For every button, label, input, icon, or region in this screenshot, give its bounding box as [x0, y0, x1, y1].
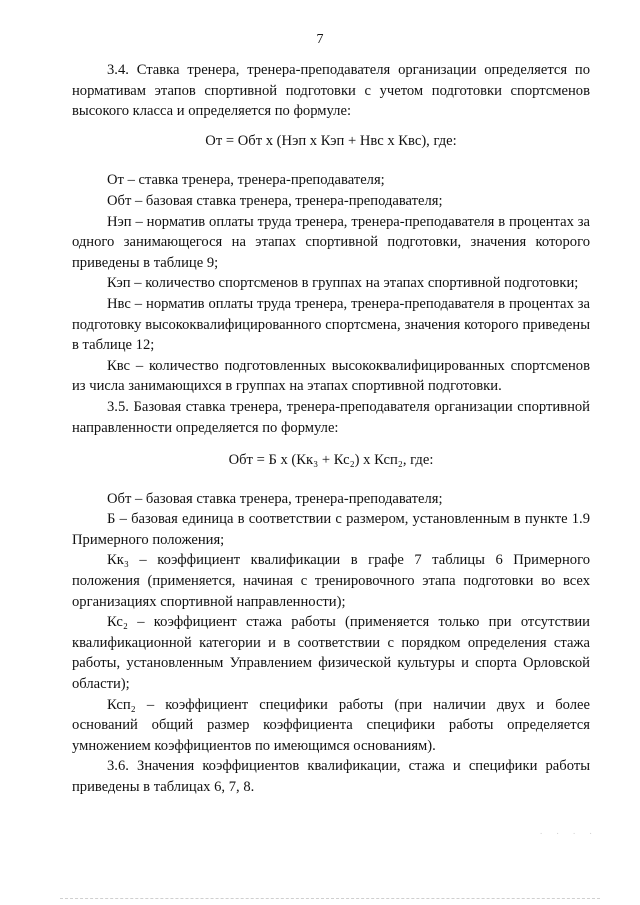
definition-ks2: Кс₂ – коэффициент стажа работы (применяется только при отсутствии квалификационной категории и в соответствии с порядком определения стажа работы, установленным Управлением физической культуры и спорта Орловской области); — [72, 614, 590, 693]
definition-nep: Нэп – норматив оплаты труда тренера, тренера-преподавателя в процентах за одного занимающегося на этапах спортивной подготовки, значения которого приведены в таблице 9; — [72, 213, 590, 271]
definition-nvs: Нвс – норматив оплаты труда тренера, тренера-преподавателя в процентах за подготовку высококвалифицированного спортсмена, значения которого приведены в таблице 12; — [72, 295, 590, 354]
definition-ksp2: Ксп₂ – коэффициент специфики работы (при наличии двух и более оснований общий размер коэффициента специфики работы определяется умножением коэффициентов по имеющимся основаниям). — [72, 696, 590, 754]
definition-ot: От – ставка тренера, тренера-преподавателя; — [107, 172, 385, 189]
scan-edge-line — [60, 898, 600, 899]
formula-obt: Обт = Б х (Кк₃ + Кс₂) х Ксп₂, где: — [228, 452, 434, 469]
document-body — [72, 60, 590, 798]
definition-kk3: Кк₃ – коэффициент квалификации в графе 7 таблицы 6 Примерного положения (применяется, начиная с тренировочного этапа подготовки во всех организациях спортивной направленности); — [72, 552, 590, 610]
definition-kvs: Квс – количество подготовленных высококвалифицированных спортсменов из числа занимающихся в группах на этапах спортивной подготовки. — [72, 357, 590, 395]
paragraph-3-6: 3.6. Значения коэффициентов квалификации, стажа и специфики работы приведены в таблицах 6, 7, 8. — [72, 758, 590, 795]
formula-ot: От = Обт х (Нэп х Кэп + Нвс х Квс), где: — [205, 132, 457, 149]
definition-b: Б – базовая единица в соответствии с размером, установленным в пункте 1.9 Примерного положения; — [72, 511, 590, 548]
definition-obt-2: Обт – базовая ставка тренера, тренера-преподавателя; — [107, 490, 443, 507]
page-number: 7 — [316, 32, 324, 47]
definition-kep: Кэп – количество спортсменов в группах на этапах спортивной подготовки; — [107, 275, 579, 292]
paragraph-3-5: 3.5. Базовая ставка тренера, тренера-преподавателя организации спортивной направленности определяется по формуле: — [72, 398, 590, 436]
scan-noise: . . . . — [540, 826, 598, 836]
paragraph-3-4: 3.4. Ставка тренера, тренера-преподавателя организации определяется по нормативам этапов спортивной подготовки с учетом подготовки спортсменов высокого класса и определяется по формуле: — [72, 62, 590, 120]
definition-obt: Обт – базовая ставка тренера, тренера-преподавателя; — [107, 192, 443, 209]
